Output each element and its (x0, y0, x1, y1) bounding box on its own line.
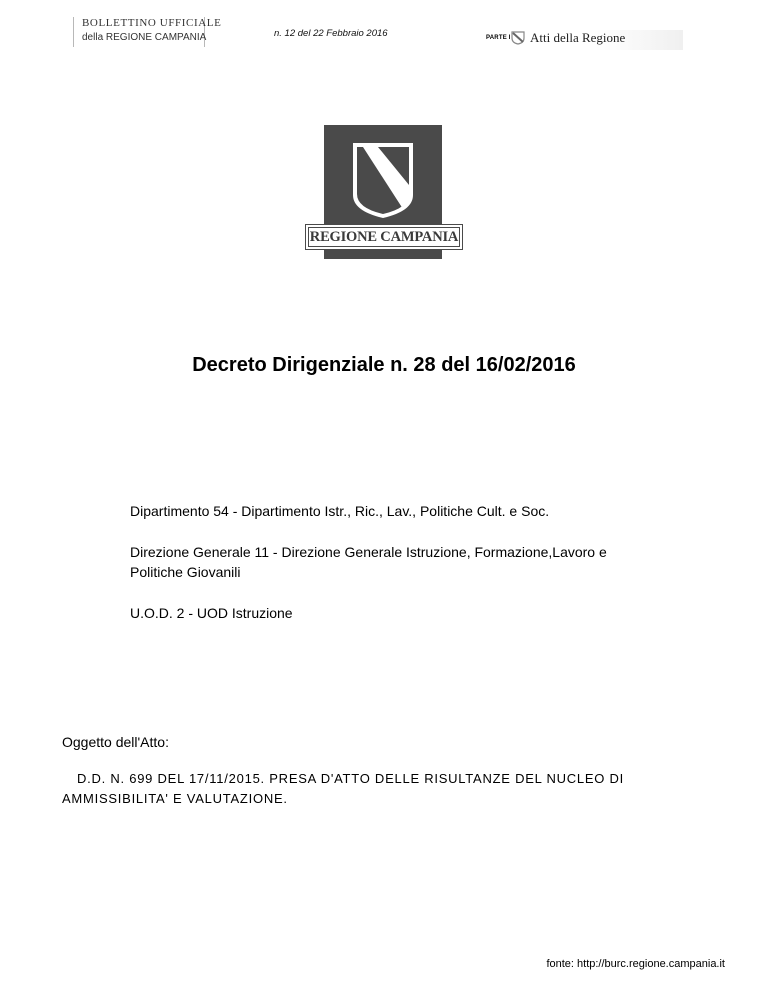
parte-label: PARTE I (486, 35, 511, 41)
bulletin-subtitle: della REGIONE CAMPANIA (82, 32, 207, 43)
dipartimento: Dipartimento 54 - Dipartimento Istr., Ric., Lav., Politiche Cult. e Soc. (130, 503, 550, 519)
decree-title: Decreto Dirigenziale n. 28 del 16/02/2016 (192, 354, 576, 376)
parte-title: Atti della Regione (530, 30, 626, 45)
oggetto-line2: AMMISSIBILITA' E VALUTAZIONE. (62, 791, 288, 806)
oggetto-text (62, 769, 722, 809)
logo-wordmark: REGIONE CAMPANIA (309, 228, 459, 245)
logo-wordmark-box (305, 224, 463, 250)
direzione-line1: Direzione Generale 11 - Direzione Generale Istruzione, Formazione,Lavoro e (130, 544, 607, 560)
region-emblem-icon (510, 29, 526, 45)
source-footer: fonte: http://burc.regione.campania.it (546, 958, 725, 970)
bulletin-title: BOLLETTINO UFFICIALE (82, 17, 222, 29)
direzione-line2: Politiche Giovanili (130, 564, 241, 580)
uod: U.O.D. 2 - UOD Istruzione (130, 605, 293, 621)
issue-number: n. 12 del 22 Febbraio 2016 (274, 28, 388, 39)
oggetto-label: Oggetto dell'Atto: (62, 734, 169, 750)
oggetto-line1: D.D. N. 699 DEL 17/11/2015. PRESA D'ATTO DELLE RISULTANZE DEL NUCLEO DI (77, 771, 625, 786)
